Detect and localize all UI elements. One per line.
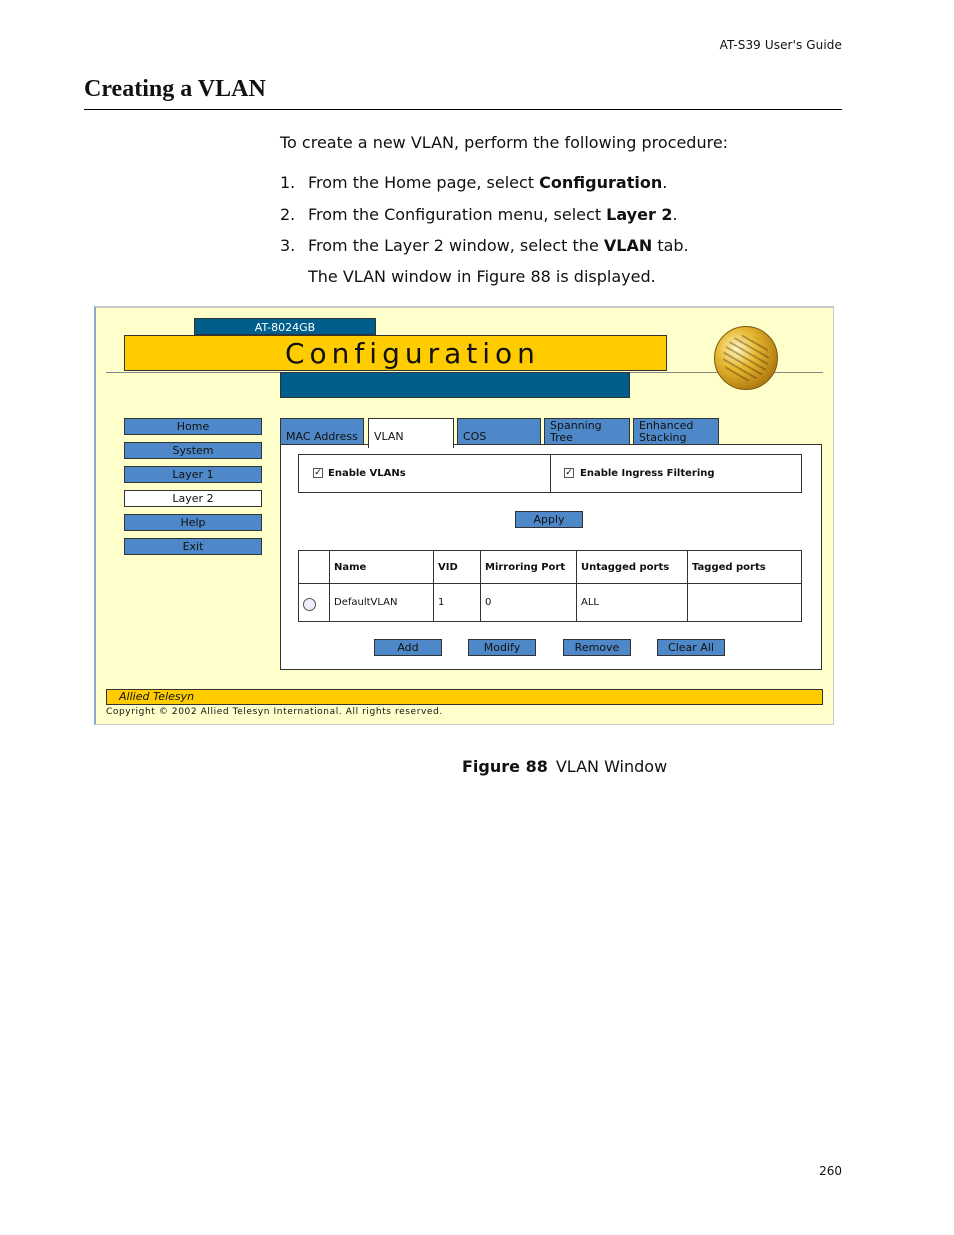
modify-button[interactable]: Modify: [468, 639, 536, 656]
step-emphasis: Configuration: [539, 173, 663, 192]
tab-spanning-tree[interactable]: [544, 418, 630, 446]
add-button[interactable]: Add: [374, 639, 442, 656]
subtitle-bar: [280, 372, 630, 398]
step-text-end: tab.: [652, 236, 689, 255]
configuration-banner: Configuration: [124, 335, 667, 371]
table-header-row: [299, 551, 802, 584]
vlan-mirroring-cell: 0: [481, 584, 577, 622]
nav-system-button[interactable]: System: [124, 442, 262, 459]
table-row[interactable]: [299, 584, 802, 622]
tab-label-line2: Tree: [550, 431, 573, 444]
vlan-untagged-cell: ALL: [577, 584, 688, 622]
intro-text: To create a new VLAN, perform the following procedure:: [280, 133, 729, 152]
step-number: 2.: [280, 205, 296, 224]
nav-help-button[interactable]: Help: [124, 514, 262, 531]
select-column-header: [299, 551, 330, 584]
step-text: From the Configuration menu, select: [308, 205, 607, 224]
vlan-window-screenshot: [94, 306, 834, 725]
tab-vlan[interactable]: [368, 418, 454, 448]
figure-caption: [462, 757, 667, 776]
enable-vlans-label: Enable VLANs: [328, 468, 406, 479]
step-text-end: .: [672, 205, 678, 224]
apply-button[interactable]: Apply: [515, 511, 583, 528]
vlan-vid-cell: 1: [434, 584, 481, 622]
step-3: [280, 236, 689, 255]
ingress-filtering-checkbox[interactable]: ✓: [565, 468, 573, 478]
step-emphasis: VLAN: [603, 236, 653, 255]
step-number: 3.: [280, 236, 296, 255]
figure-label: Figure 88: [462, 757, 548, 776]
footer-bar: [106, 689, 823, 705]
tab-label-line1: Spanning: [550, 419, 602, 432]
step-text: From the Layer 2 window, select the: [308, 236, 604, 255]
name-column-header: Name: [330, 551, 434, 584]
model-label: AT-8024GB: [194, 318, 376, 335]
page-number: 260: [819, 1164, 842, 1178]
nav-exit-button[interactable]: Exit: [124, 538, 262, 555]
vlan-tagged-cell: [688, 584, 802, 622]
vlan-name-cell: DefaultVLAN: [330, 584, 434, 622]
ingress-filtering-label: Enable Ingress Filtering: [580, 468, 715, 479]
mirroring-column-header: Mirroring Port: [481, 551, 577, 584]
tab-cos[interactable]: [457, 418, 541, 446]
tab-mac-address[interactable]: [280, 418, 364, 446]
step-text-end: .: [662, 173, 668, 192]
tab-label: MAC Address: [286, 430, 358, 443]
clear-all-button[interactable]: Clear All: [657, 639, 725, 656]
tab-label-line1: Enhanced: [639, 419, 694, 432]
vlan-table: [298, 550, 802, 622]
globe-logo-icon: [714, 326, 778, 390]
nav-home-button[interactable]: Home: [124, 418, 262, 435]
step-note: The VLAN window in Figure 88 is displayed.: [308, 267, 656, 286]
step-number: 1.: [280, 173, 296, 192]
nav-layer2-button[interactable]: Layer 2: [124, 490, 262, 507]
tab-enhanced-stacking[interactable]: [633, 418, 719, 446]
step-text: From the Home page, select: [308, 173, 540, 192]
remove-button[interactable]: Remove: [563, 639, 631, 656]
allied-telesyn-logo: Allied Telesyn: [119, 690, 195, 703]
tab-label: COS: [463, 430, 487, 443]
step-emphasis: Layer 2: [606, 205, 673, 224]
step-1: [280, 173, 667, 192]
untagged-column-header: Untagged ports: [577, 551, 688, 584]
step-2: [280, 205, 678, 224]
figure-title: VLAN Window: [555, 757, 668, 776]
row-select-cell[interactable]: [299, 584, 330, 622]
tagged-column-header: Tagged ports: [688, 551, 802, 584]
tab-label: VLAN: [374, 430, 404, 443]
title-rule: [84, 109, 842, 110]
enable-vlans-checkbox[interactable]: ✓: [314, 468, 322, 478]
section-title: Creating a VLAN: [84, 76, 266, 102]
vid-column-header: VID: [434, 551, 481, 584]
options-divider: [550, 454, 551, 493]
row-radio-button[interactable]: [303, 598, 316, 611]
running-header: AT-S39 User's Guide: [719, 38, 842, 52]
nav-layer1-button[interactable]: Layer 1: [124, 466, 262, 483]
tab-label-line2: Stacking: [639, 431, 687, 444]
copyright-text: Copyright © 2002 Allied Telesyn International. All rights reserved.: [106, 707, 443, 717]
